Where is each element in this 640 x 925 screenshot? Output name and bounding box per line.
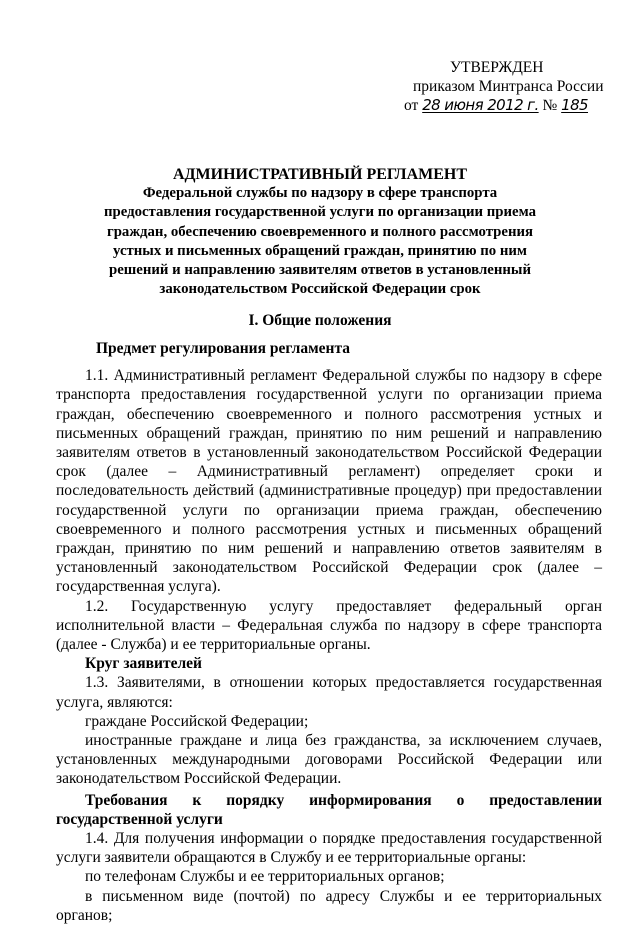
document-title: АДМИНИСТРАТИВНЫЙ РЕГЛАМЕНТ xyxy=(172,166,468,183)
paragraph-1-3: 1.3. Заявителями, в отношении которых предоставляется государственная услуга, являются: xyxy=(56,674,602,711)
paragraph-1-4-item-a: по телефонам Службы и ее территориальных органов; xyxy=(85,868,445,886)
paragraph-1-2: 1.2. Государственную услугу предоставляет федеральный орган исполнительной власти – Федеральная служба по надзору в сфере транспорта (далее - Служба) и ее территориальные органы. xyxy=(56,597,602,654)
subject-heading: Предмет регулирования регламента xyxy=(96,340,350,357)
requirements-heading-line-1: Требования к порядку информирования о предоставлении xyxy=(85,791,602,809)
paragraph-1-4-item-b: в письменном виде (почтой) по адресу Службы и ее территориальных органов; xyxy=(56,887,602,924)
approval-date-line xyxy=(390,96,610,115)
number-sign: № xyxy=(542,97,558,114)
document-subtitle-line: предоставления государственной услуги по организации приема xyxy=(103,204,537,221)
document-subtitle-line: граждан, обеспечению своевременного и полного рассмотрения xyxy=(106,223,534,240)
document-subtitle-line: законодательством Российской Федерации срок xyxy=(159,281,481,298)
handwritten-date: 28 июня 2012 г. xyxy=(422,96,539,114)
approval-title: УТВЕРЖДЕН xyxy=(450,59,544,76)
handwritten-number: 185 xyxy=(561,96,589,114)
approval-order: приказом Минтранса России xyxy=(413,78,604,95)
requirements-heading-line-2: государственной услуги xyxy=(56,810,223,828)
applicants-heading: Круг заявителей xyxy=(85,655,202,673)
paragraph-1-4: 1.4. Для получения информации о порядке предоставления государственной услуги заявители обращаются в Службу и ее территориальные органы: xyxy=(56,830,602,867)
document-subtitle-line: Федеральной службы по надзору в сфере транспорта xyxy=(142,185,498,202)
paragraph-1-1: 1.1. Административный регламент Федеральной службы по надзору в сфере транспорта предоставления государственной услуги по организации приема граждан, обеспечению своевременного и полного рассмотрения устных и письменных обращений граждан, принятию по ним решений и направлению заявителям ответов в установленный законодательством Российской Федерации срок (далее – Административный регламент) определяет сроки и последовательность действий (административные процедур) при предоставлении государственной услуги по организации приема граждан, обеспечению своевременного и полного рассмотрения устных и письменных обращений граждан, принятию по ним решений и направлению ответов заявителям в установленный законодательством Российской Федерации срок (далее – государственная услуга). xyxy=(56,367,602,596)
document-body xyxy=(56,339,602,925)
document-subtitle-line: устных и письменных обращений граждан, принятию по ним xyxy=(113,242,527,259)
date-prefix: от xyxy=(404,97,419,114)
paragraph-1-3-item-a: граждане Российской Федерации; xyxy=(85,712,309,730)
approval-block xyxy=(390,58,610,115)
paragraph-1-3-item-b: иностранные граждане и лица без гражданства, за исключением случаев, установленных международными договорами Российской Федерации или законодательством Российской Федерации. xyxy=(56,732,602,788)
document-title-block xyxy=(60,165,580,299)
section-title: I. Общие положения xyxy=(248,312,392,329)
document-subtitle-line: решений и направлению заявителям ответов в установленный xyxy=(109,262,531,279)
